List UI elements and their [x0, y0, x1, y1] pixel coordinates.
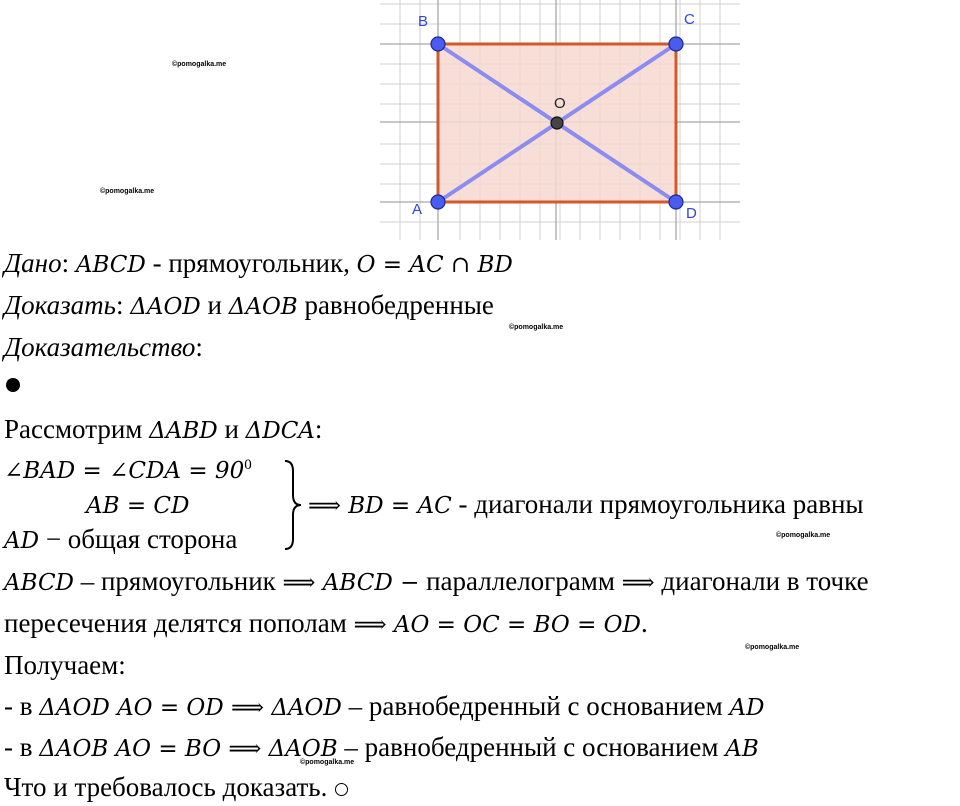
para1-math-2: ⟹ ABCD − — [282, 570, 420, 596]
para2-text-1: пересечения делятся пополам — [4, 608, 354, 638]
system-row-3-math: AD — [4, 528, 40, 554]
result-line — [4, 649, 126, 681]
case1-math-2: AD — [729, 695, 765, 721]
case1-text-1: - в — [4, 691, 40, 721]
given-math-1: ABCD — [75, 252, 146, 278]
consider-text-3: : — [314, 414, 323, 444]
para2-math-1: ⟹ AO = OC = BO = OD — [353, 612, 641, 638]
point-b — [431, 37, 445, 51]
system-row-1-sup: 0 — [244, 457, 252, 473]
label-a: A — [412, 201, 423, 218]
watermark-5: ©pomogalka.me — [745, 644, 800, 651]
label-o: O — [554, 95, 566, 112]
label-c: C — [684, 11, 695, 28]
given-math-2: O = AC ∩ BD — [356, 252, 513, 278]
case2-text-1: - в — [4, 732, 40, 762]
proof-label: Доказательство — [4, 332, 196, 362]
para2-line — [4, 607, 648, 641]
label-d: D — [686, 205, 697, 222]
system-row-1 — [4, 453, 252, 487]
watermark-1: ©pomogalka.me — [172, 61, 227, 68]
prove-math-2: ΔAOB — [228, 294, 298, 320]
para1-math-1: ABCD — [4, 570, 74, 596]
watermark-2: ©pomogalka.me — [100, 188, 155, 195]
given-line: Дано: ABCD - прямоугольник, O = AC ∩ BD — [4, 248, 513, 278]
para1-text-2: параллелограмм — [419, 566, 622, 596]
case1-text-2: – равнобедренный с основанием — [341, 691, 730, 721]
given-text-1: - прямоугольник, — [145, 248, 357, 278]
system-conclusion — [308, 488, 864, 522]
system-row-3-text: − общая сторона — [39, 524, 238, 554]
geometry-diagram — [380, 0, 740, 240]
system-row-1-math: ∠BAD = ∠CDA = 90 — [4, 458, 245, 484]
rectangle-figure — [380, 0, 740, 240]
watermark-3: ©pomogalka.me — [509, 324, 564, 331]
consider-text-2: и — [217, 414, 246, 444]
prove-label: Доказать — [4, 290, 116, 320]
consider-math-2: ΔDCA — [245, 418, 315, 444]
qed-text: Что и требовалось доказать. — [4, 772, 328, 802]
case1-math-1: ΔAOD AO = OD ⟹ ΔAOD — [39, 695, 342, 721]
proof-line: Доказательство: — [4, 332, 203, 362]
system-row-2 — [86, 488, 189, 522]
qed-circle-icon — [335, 783, 348, 796]
qed-line — [4, 771, 348, 803]
case2-math-2: AB — [725, 736, 759, 762]
given-label: Дано — [4, 248, 62, 278]
system-conclusion-text: - диагонали прямоугольника равны — [451, 489, 864, 519]
label-b: B — [418, 13, 429, 30]
bullet-point — [6, 378, 20, 392]
case2-line — [4, 731, 759, 765]
system-row-2-math: AB = CD — [86, 493, 190, 519]
prove-line: Доказать: ΔAOD и ΔAOB равнобедренные — [4, 290, 494, 320]
watermark-4: ©pomogalka.me — [776, 532, 831, 539]
para1-text-1: – прямоугольник — [73, 566, 283, 596]
prove-math-1: ΔAOD — [130, 294, 201, 320]
point-c — [669, 37, 683, 51]
consider-text-1: Рассмотрим — [4, 414, 150, 444]
consider-math-1: ΔABD — [149, 418, 218, 444]
system-conclusion-math: ⟹ BD = AC — [308, 493, 452, 519]
prove-text-2: равнобедренные — [297, 290, 494, 320]
point-a — [431, 195, 445, 209]
para1-text-3: диагонали в точке — [654, 566, 869, 596]
equation-system — [4, 453, 304, 553]
point-d — [669, 195, 683, 209]
case2-math-1: ΔAOB AO = BO ⟹ ΔAOB — [39, 736, 338, 762]
point-o — [551, 117, 563, 129]
prove-text-1: и — [200, 290, 229, 320]
watermark-6: ©pomogalka.me — [300, 759, 355, 766]
system-row-3 — [4, 523, 237, 557]
consider-line — [4, 413, 322, 447]
para1-math-3: ⟹ — [621, 570, 655, 596]
case2-text-2: – равнобедренный с основанием — [337, 732, 726, 762]
case1-line — [4, 690, 765, 724]
para1-line — [4, 565, 869, 599]
right-brace — [282, 459, 304, 551]
result-label: Получаем: — [4, 650, 126, 680]
para2-text-2: . — [640, 608, 648, 638]
